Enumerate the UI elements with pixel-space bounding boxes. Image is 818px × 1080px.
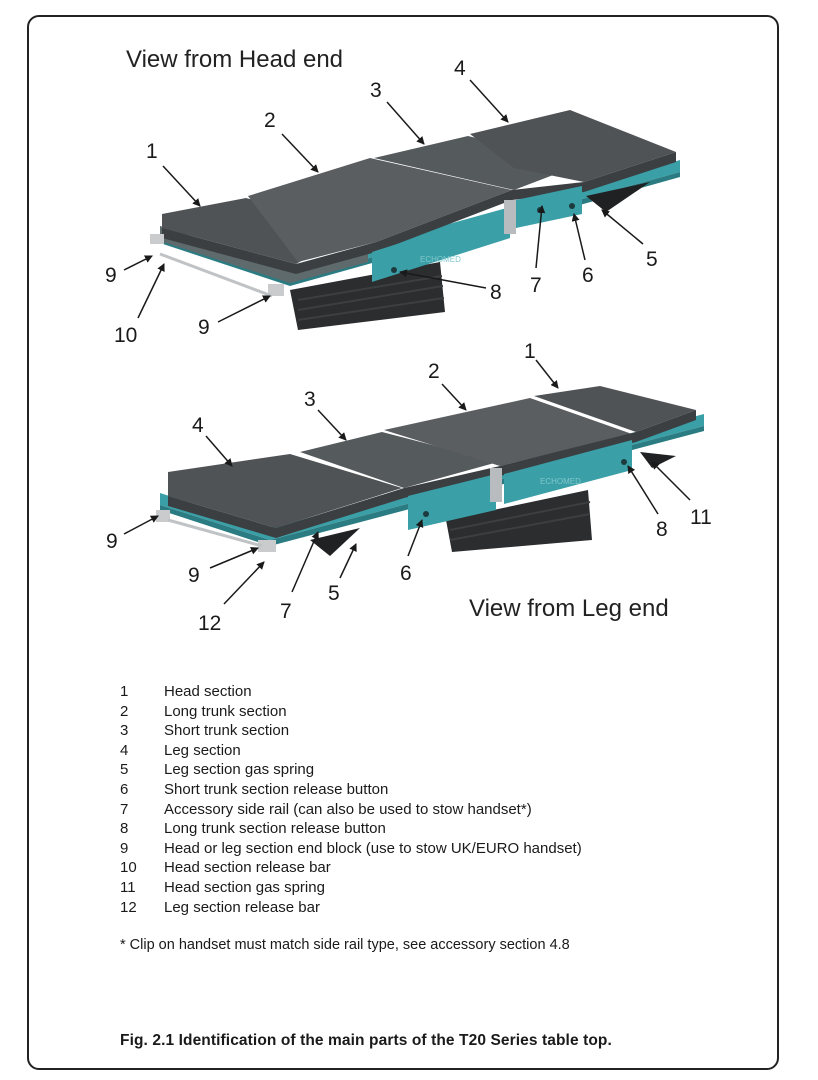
bottom-table [156,386,704,556]
bottom-callout-2: 2 [428,360,440,383]
top-callout-3: 3 [370,79,382,102]
legend-item [120,800,582,820]
top-head-end-block [150,234,164,244]
legend-number: 10 [120,859,137,877]
top-callout-9: 9 [105,264,117,287]
bottom-callout-1: 1 [524,340,536,363]
legend-number: 5 [120,761,129,779]
legend-item [120,760,582,780]
legend-item [120,721,582,741]
bottom-head-gas-spring [640,452,676,468]
legend-number: 4 [120,741,129,759]
legend-item [120,858,582,878]
bottom-callout-6: 6 [400,562,412,585]
top-table-brand: ECHOMED [420,255,461,264]
legend-number: 12 [120,898,137,916]
legend-text: Leg section release bar [164,898,320,916]
bottom-callout-3: 3 [304,388,316,411]
top-table [150,110,680,330]
bottom-table-brand: ECHOMED [540,477,581,486]
legend-number: 7 [120,800,129,818]
legend-item [120,878,582,898]
legend-number: 8 [120,820,129,838]
legend-text: Accessory side rail (can also be used to stow handset*) [164,800,532,818]
legend-item [120,682,582,702]
legend-number: 9 [120,839,129,857]
legend-text: Short trunk section [164,722,290,740]
bottom-callout-9b: 9 [188,564,200,587]
top-callout-8: 8 [490,281,502,304]
legend-item [120,839,582,859]
top-callout-6: 6 [582,264,594,287]
legend-number: 11 [120,878,136,896]
legend-item [120,702,582,722]
top-callout-9b: 9 [198,316,210,339]
bottom-leg-end-block [156,510,170,522]
legend-item [120,741,582,761]
top-callout-4: 4 [454,57,466,80]
legend-text: Head or leg section end block (use to stow UK/EURO handset) [164,839,582,857]
top-callout-1: 1 [146,140,158,163]
legend-number: 6 [120,780,129,798]
top-callout-5: 5 [646,248,658,271]
legend-item [120,819,582,839]
legend-text: Long trunk section [164,702,287,720]
figure-caption: Fig. 2.1 Identification of the main parts of the T20 Series table top. [120,1032,612,1049]
legend-text: Leg section [164,741,241,759]
bottom-callout-12: 12 [198,612,222,635]
legend-text: Head section [164,683,252,700]
bottom-callout-7: 7 [280,600,292,623]
bottom-callout-11: 11 [690,506,712,529]
top-callout-10: 10 [114,324,138,347]
bottom-callout-9: 9 [106,530,118,553]
bottom-callout-4: 4 [192,414,204,437]
legend-text: Head section release bar [164,859,331,877]
legend-item [120,780,582,800]
parts-legend [120,682,582,917]
legend-number: 3 [120,722,129,740]
legend-number: 2 [120,702,129,720]
view-head-end-title: View from Head end [126,46,344,73]
legend-item [120,898,582,918]
footnote: * Clip on handset must match side rail type, see accessory section 4.8 [120,937,570,953]
top-callout-7: 7 [530,274,542,297]
top-callout-2: 2 [264,109,276,132]
view-leg-end-title: View from Leg end [469,595,669,622]
legend-text: Short trunk section release button [164,780,389,798]
legend-number: 1 [120,683,129,700]
legend-text: Leg section gas spring [164,761,315,779]
bottom-callout-5: 5 [328,582,340,605]
legend-text: Head section gas spring [164,878,325,896]
bottom-callout-8: 8 [656,518,668,541]
legend-text: Long trunk section release button [164,820,386,838]
